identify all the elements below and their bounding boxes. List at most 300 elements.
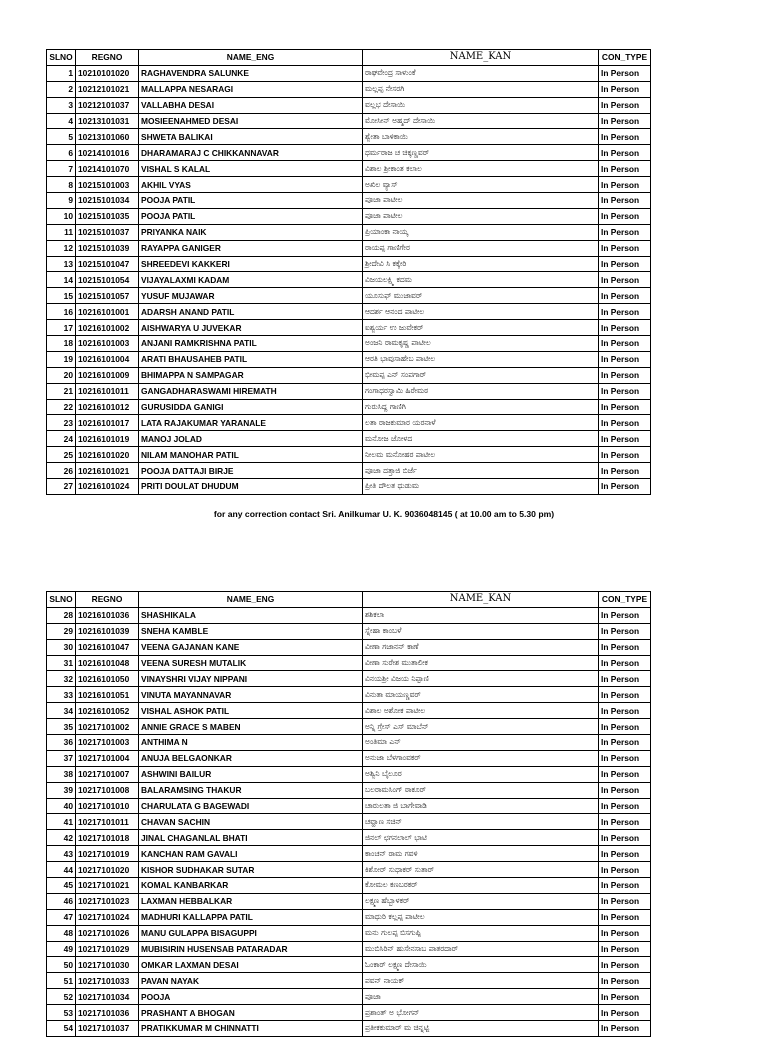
cell-regno: 10216101017 bbox=[76, 415, 139, 431]
cell-con-type: In Person bbox=[599, 113, 651, 129]
table-row bbox=[47, 367, 651, 383]
cell-name-kan: ಆದರ್ಶ ಆನಂದ ಪಾಟೀಲ bbox=[363, 304, 599, 320]
cell-name-kan: ವಲ್ಲಭ ದೇಸಾಯಿ bbox=[363, 97, 599, 113]
header-name-eng: NAME_ENG bbox=[139, 592, 363, 608]
cell-con-type: In Person bbox=[599, 383, 651, 399]
cell-name-eng: RAYAPPA GANIGER bbox=[139, 240, 363, 256]
cell-name-kan: ಪ್ರತೀಕಕುಮಾರ್ ಮ ಚಿನ್ನಟ್ಟಿ bbox=[363, 1021, 599, 1037]
cell-name-kan: ಅಂಜನಿ ರಾಮಕೃಷ್ಣ ಪಾಟೀಲ bbox=[363, 336, 599, 352]
cell-name-kan: ಮಲ್ಲಪ್ಪ ನೇಸರಗಿ bbox=[363, 81, 599, 97]
cell-slno: 30 bbox=[47, 639, 76, 655]
cell-name-kan: ಆರತಿ ಭಾವುಸಾಹೇಬ ಪಾಟೀಲ bbox=[363, 351, 599, 367]
cell-name-kan: ಶಶಿಕಲಾ bbox=[363, 607, 599, 623]
table-row bbox=[47, 383, 651, 399]
cell-name-eng: PAVAN NAYAK bbox=[139, 973, 363, 989]
cell-con-type: In Person bbox=[599, 798, 651, 814]
cell-con-type: In Person bbox=[599, 1021, 651, 1037]
table-row bbox=[47, 814, 651, 830]
cell-con-type: In Person bbox=[599, 479, 651, 495]
cell-name-eng: POOJA bbox=[139, 989, 363, 1005]
cell-regno: 10215101034 bbox=[76, 193, 139, 209]
table-row bbox=[47, 256, 651, 272]
cell-name-eng: BALARAMSING THAKUR bbox=[139, 782, 363, 798]
cell-name-eng: KANCHAN RAM GAVALI bbox=[139, 846, 363, 862]
cell-name-eng: ARATI BHAUSAHEB PATIL bbox=[139, 351, 363, 367]
table-row bbox=[47, 304, 651, 320]
cell-slno: 29 bbox=[47, 623, 76, 639]
table-row bbox=[47, 957, 651, 973]
cell-con-type: In Person bbox=[599, 415, 651, 431]
cell-name-kan: ವಿನಯಶ್ರೀ ವಿಜಯ ನಿಪ್ಪಾಣಿ bbox=[363, 671, 599, 687]
cell-regno: 10213101031 bbox=[76, 113, 139, 129]
table-row bbox=[47, 671, 651, 687]
cell-regno: 10217101007 bbox=[76, 766, 139, 782]
cell-slno: 32 bbox=[47, 671, 76, 687]
cell-con-type: In Person bbox=[599, 129, 651, 145]
cell-con-type: In Person bbox=[599, 925, 651, 941]
cell-regno: 10212101037 bbox=[76, 97, 139, 113]
cell-slno: 3 bbox=[47, 97, 76, 113]
cell-con-type: In Person bbox=[599, 65, 651, 81]
table-row bbox=[47, 607, 651, 623]
cell-con-type: In Person bbox=[599, 399, 651, 415]
cell-con-type: In Person bbox=[599, 639, 651, 655]
cell-name-eng: POOJA PATIL bbox=[139, 193, 363, 209]
cell-con-type: In Person bbox=[599, 941, 651, 957]
cell-slno: 9 bbox=[47, 193, 76, 209]
cell-slno: 11 bbox=[47, 224, 76, 240]
cell-regno: 10217101002 bbox=[76, 719, 139, 735]
cell-con-type: In Person bbox=[599, 177, 651, 193]
cell-con-type: In Person bbox=[599, 304, 651, 320]
cell-con-type: In Person bbox=[599, 447, 651, 463]
table-row bbox=[47, 447, 651, 463]
table-row bbox=[47, 65, 651, 81]
cell-slno: 54 bbox=[47, 1021, 76, 1037]
cell-slno: 10 bbox=[47, 208, 76, 224]
cell-name-eng: MANU GULAPPA BISAGUPPI bbox=[139, 925, 363, 941]
table-row bbox=[47, 272, 651, 288]
cell-con-type: In Person bbox=[599, 830, 651, 846]
cell-slno: 52 bbox=[47, 989, 76, 1005]
table-row bbox=[47, 687, 651, 703]
cell-name-eng: GURUSIDDA GANIGI bbox=[139, 399, 363, 415]
cell-slno: 24 bbox=[47, 431, 76, 447]
table-row bbox=[47, 973, 651, 989]
cell-slno: 15 bbox=[47, 288, 76, 304]
cell-slno: 8 bbox=[47, 177, 76, 193]
cell-regno: 10216101004 bbox=[76, 351, 139, 367]
cell-regno: 10217101019 bbox=[76, 846, 139, 862]
cell-regno: 10216101001 bbox=[76, 304, 139, 320]
cell-regno: 10216101052 bbox=[76, 703, 139, 719]
cell-regno: 10216101019 bbox=[76, 431, 139, 447]
cell-name-eng: ANUJA BELGAONKAR bbox=[139, 750, 363, 766]
cell-name-kan: ಪೂಜಾ ದತ್ತಾಜಿ ಬಿರ್ಜೆ bbox=[363, 463, 599, 479]
cell-name-eng: VALLABHA DESAI bbox=[139, 97, 363, 113]
cell-slno: 25 bbox=[47, 447, 76, 463]
cell-name-eng: PRASHANT A BHOGAN bbox=[139, 1005, 363, 1021]
table-row bbox=[47, 145, 651, 161]
cell-name-eng: VISHAL S KALAL bbox=[139, 161, 363, 177]
cell-regno: 10216101020 bbox=[76, 447, 139, 463]
cell-regno: 10217101023 bbox=[76, 893, 139, 909]
cell-name-eng: ANNIE GRACE S MABEN bbox=[139, 719, 363, 735]
cell-con-type: In Person bbox=[599, 367, 651, 383]
cell-name-kan: ಲಕ್ಷ್ಮಣ ಹೆಬ್ಬಾಳಕರ್ bbox=[363, 893, 599, 909]
cell-con-type: In Person bbox=[599, 814, 651, 830]
cell-con-type: In Person bbox=[599, 431, 651, 447]
cell-regno: 10216101002 bbox=[76, 320, 139, 336]
cell-con-type: In Person bbox=[599, 703, 651, 719]
cell-slno: 4 bbox=[47, 113, 76, 129]
cell-slno: 14 bbox=[47, 272, 76, 288]
cell-name-eng: LAXMAN HEBBALKAR bbox=[139, 893, 363, 909]
cell-name-eng: VEENA SURESH MUTALIK bbox=[139, 655, 363, 671]
cell-name-kan: ನೀಲಮ ಮನೋಹರ ಪಾಟೀಲ bbox=[363, 447, 599, 463]
cell-slno: 47 bbox=[47, 909, 76, 925]
table-row bbox=[47, 81, 651, 97]
cell-name-kan: ಸ್ನೇಹಾ ಕಾಂಬಳೆ bbox=[363, 623, 599, 639]
cell-name-eng: PRATIKKUMAR M CHINNATTI bbox=[139, 1021, 363, 1037]
cell-slno: 13 bbox=[47, 256, 76, 272]
cell-name-eng: MUBISIRIN HUSENSAB PATARADAR bbox=[139, 941, 363, 957]
header-slno: SLNO bbox=[47, 592, 76, 608]
cell-con-type: In Person bbox=[599, 1005, 651, 1021]
correction-contact-note: for any correction contact Sri. Anilkumar U. K. 9036048145 ( at 10.00 am to 5.30 pm) bbox=[213, 509, 555, 519]
cell-regno: 10216101036 bbox=[76, 607, 139, 623]
cell-name-eng: SHASHIKALA bbox=[139, 607, 363, 623]
cell-slno: 26 bbox=[47, 463, 76, 479]
cell-regno: 10215101057 bbox=[76, 288, 139, 304]
header-slno: SLNO bbox=[47, 50, 76, 66]
cell-name-kan: ಮನೋಜ ಜೋಳದ bbox=[363, 431, 599, 447]
table-row bbox=[47, 782, 651, 798]
cell-con-type: In Person bbox=[599, 973, 651, 989]
cell-con-type: In Person bbox=[599, 351, 651, 367]
cell-con-type: In Person bbox=[599, 750, 651, 766]
cell-name-eng: ANJANI RAMKRISHNA PATIL bbox=[139, 336, 363, 352]
cell-regno: 10216101011 bbox=[76, 383, 139, 399]
cell-name-kan: ಬಲರಾಮಸಿಂಗ್ ಠಾಕೂರ್ bbox=[363, 782, 599, 798]
cell-name-eng: KOMAL KANBARKAR bbox=[139, 878, 363, 894]
cell-slno: 38 bbox=[47, 766, 76, 782]
cell-regno: 10217101003 bbox=[76, 735, 139, 751]
cell-regno: 10210101020 bbox=[76, 65, 139, 81]
cell-name-kan: ಭೀಮಪ್ಪ ಎನ್ ಸಂಪಗಾರ್ bbox=[363, 367, 599, 383]
cell-regno: 10216101009 bbox=[76, 367, 139, 383]
cell-slno: 31 bbox=[47, 655, 76, 671]
cell-regno: 10217101018 bbox=[76, 830, 139, 846]
cell-regno: 10217101026 bbox=[76, 925, 139, 941]
cell-con-type: In Person bbox=[599, 782, 651, 798]
cell-regno: 10217101033 bbox=[76, 973, 139, 989]
cell-slno: 22 bbox=[47, 399, 76, 415]
table-row bbox=[47, 177, 651, 193]
cell-slno: 19 bbox=[47, 351, 76, 367]
table-row bbox=[47, 208, 651, 224]
cell-regno: 10213101060 bbox=[76, 129, 139, 145]
cell-regno: 10217101029 bbox=[76, 941, 139, 957]
cell-con-type: In Person bbox=[599, 623, 651, 639]
cell-regno: 10216101050 bbox=[76, 671, 139, 687]
cell-con-type: In Person bbox=[599, 463, 651, 479]
table-row bbox=[47, 399, 651, 415]
cell-name-kan: ಅಖಿಲ ವ್ಯಾಸ್ bbox=[363, 177, 599, 193]
cell-name-eng: DHARAMARAJ C CHIKKANNAVAR bbox=[139, 145, 363, 161]
cell-name-kan: ಓಂಕಾರ್ ಲಕ್ಷ್ಮಣ ದೇಸಾಯಿ bbox=[363, 957, 599, 973]
cell-con-type: In Person bbox=[599, 687, 651, 703]
table-row bbox=[47, 129, 651, 145]
header-regno: REGNO bbox=[76, 50, 139, 66]
cell-slno: 46 bbox=[47, 893, 76, 909]
cell-regno: 10216101021 bbox=[76, 463, 139, 479]
cell-slno: 27 bbox=[47, 479, 76, 495]
cell-name-kan: ಅಶ್ವಿನಿ ಬೈಲೂರ bbox=[363, 766, 599, 782]
cell-slno: 16 bbox=[47, 304, 76, 320]
cell-name-eng: VINAYSHRI VIJAY NIPPANI bbox=[139, 671, 363, 687]
cell-regno: 10214101016 bbox=[76, 145, 139, 161]
table-row bbox=[47, 224, 651, 240]
cell-con-type: In Person bbox=[599, 671, 651, 687]
cell-con-type: In Person bbox=[599, 607, 651, 623]
table-row bbox=[47, 766, 651, 782]
cell-name-kan: ಅನುಜಾ ಬೆಳಗಾಂವಕರ್ bbox=[363, 750, 599, 766]
cell-name-kan: ಗಂಗಾಧರಸ್ವಾಮಿ ಹಿರೇಮಠ bbox=[363, 383, 599, 399]
cell-regno: 10217101021 bbox=[76, 878, 139, 894]
cell-con-type: In Person bbox=[599, 655, 651, 671]
cell-name-eng: AISHWARYA U JUVEKAR bbox=[139, 320, 363, 336]
cell-name-kan: ವಿಜಯಲಕ್ಷ್ಮಿ ಕದಮ bbox=[363, 272, 599, 288]
cell-regno: 10215101047 bbox=[76, 256, 139, 272]
cell-regno: 10217101020 bbox=[76, 862, 139, 878]
cell-con-type: In Person bbox=[599, 957, 651, 973]
cell-con-type: In Person bbox=[599, 989, 651, 1005]
cell-name-kan: ಜಿನಲ್ ಛಗನಲಾಲ್ ಭಾಟಿ bbox=[363, 830, 599, 846]
table-row bbox=[47, 97, 651, 113]
cell-name-eng: RAGHAVENDRA SALUNKE bbox=[139, 65, 363, 81]
cell-regno: 10215101039 bbox=[76, 240, 139, 256]
cell-name-kan: ಪೂಜಾ ಪಾಟೀಲ bbox=[363, 193, 599, 209]
cell-slno: 20 bbox=[47, 367, 76, 383]
table-row bbox=[47, 1005, 651, 1021]
cell-name-eng: LATA RAJAKUMAR YARANALE bbox=[139, 415, 363, 431]
cell-name-eng: CHAVAN SACHIN bbox=[139, 814, 363, 830]
cell-name-kan: ಕಿಶೋರ್ ಸುಧಾಕರ್ ಸುತಾರ್ bbox=[363, 862, 599, 878]
cell-regno: 10216101012 bbox=[76, 399, 139, 415]
cell-regno: 10217101008 bbox=[76, 782, 139, 798]
cell-name-kan: ಮನು ಗುಲಪ್ಪ ಬಿಸಗುಪ್ಪಿ bbox=[363, 925, 599, 941]
cell-regno: 10215101003 bbox=[76, 177, 139, 193]
cell-name-eng: OMKAR LAXMAN DESAI bbox=[139, 957, 363, 973]
cell-con-type: In Person bbox=[599, 862, 651, 878]
cell-name-eng: POOJA DATTAJI BIRJE bbox=[139, 463, 363, 479]
cell-name-eng: SNEHA KAMBLE bbox=[139, 623, 363, 639]
cell-slno: 2 bbox=[47, 81, 76, 97]
cell-con-type: In Person bbox=[599, 735, 651, 751]
cell-con-type: In Person bbox=[599, 81, 651, 97]
table-row bbox=[47, 351, 651, 367]
table-row bbox=[47, 1021, 651, 1037]
cell-name-kan: ಪ್ರೀತಿ ದೌಲತ ಧುಡುಮ bbox=[363, 479, 599, 495]
table-row bbox=[47, 703, 651, 719]
cell-slno: 6 bbox=[47, 145, 76, 161]
cell-name-kan: ಲತಾ ರಾಜಕುಮಾರ ಯರನಾಳೆ bbox=[363, 415, 599, 431]
table-row bbox=[47, 941, 651, 957]
cell-regno: 10217101030 bbox=[76, 957, 139, 973]
table-row bbox=[47, 320, 651, 336]
cell-name-eng: PRIYANKA NAIK bbox=[139, 224, 363, 240]
table-row bbox=[47, 989, 651, 1005]
header-con-type: CON_TYPE bbox=[599, 592, 651, 608]
cell-slno: 12 bbox=[47, 240, 76, 256]
table-header-row bbox=[47, 50, 651, 66]
cell-con-type: In Person bbox=[599, 240, 651, 256]
cell-regno: 10217101034 bbox=[76, 989, 139, 1005]
cell-slno: 33 bbox=[47, 687, 76, 703]
cell-name-eng: YUSUF MUJAWAR bbox=[139, 288, 363, 304]
cell-con-type: In Person bbox=[599, 97, 651, 113]
header-name-kan: NAME_KAN bbox=[363, 592, 599, 608]
cell-con-type: In Person bbox=[599, 846, 651, 862]
cell-name-kan: ವೀಣಾ ಗಜಾನನ್ ಕಾಣೆ bbox=[363, 639, 599, 655]
table-row bbox=[47, 719, 651, 735]
cell-name-kan: ವಿನುತಾ ಮಾಯಣ್ಣವರ್ bbox=[363, 687, 599, 703]
table-header-row bbox=[47, 592, 651, 608]
cell-con-type: In Person bbox=[599, 288, 651, 304]
cell-slno: 21 bbox=[47, 383, 76, 399]
cell-slno: 17 bbox=[47, 320, 76, 336]
cell-name-kan: ಧರ್ಮರಾಜ ಚ ಚಿಕ್ಕಣ್ಣವರ್ bbox=[363, 145, 599, 161]
cell-regno: 10216101003 bbox=[76, 336, 139, 352]
table-row bbox=[47, 735, 651, 751]
table-row bbox=[47, 431, 651, 447]
table-row bbox=[47, 240, 651, 256]
cell-slno: 18 bbox=[47, 336, 76, 352]
cell-name-eng: BHIMAPPA N SAMPAGAR bbox=[139, 367, 363, 383]
cell-con-type: In Person bbox=[599, 766, 651, 782]
table-row bbox=[47, 798, 651, 814]
cell-name-kan: ಪ್ರಶಾಂತ್ ಅ ಭೋಗನ್ bbox=[363, 1005, 599, 1021]
cell-name-eng: VIJAYALAXMI KADAM bbox=[139, 272, 363, 288]
cell-slno: 53 bbox=[47, 1005, 76, 1021]
cell-slno: 35 bbox=[47, 719, 76, 735]
cell-name-eng: PRITI DOULAT DHUDUM bbox=[139, 479, 363, 495]
cell-slno: 49 bbox=[47, 941, 76, 957]
cell-slno: 23 bbox=[47, 415, 76, 431]
cell-regno: 10215101035 bbox=[76, 208, 139, 224]
cell-name-eng: ASHWINI BAILUR bbox=[139, 766, 363, 782]
table-row bbox=[47, 909, 651, 925]
cell-regno: 10216101039 bbox=[76, 623, 139, 639]
cell-regno: 10216101051 bbox=[76, 687, 139, 703]
cell-name-eng: MANOJ JOLAD bbox=[139, 431, 363, 447]
table-row bbox=[47, 193, 651, 209]
cell-slno: 41 bbox=[47, 814, 76, 830]
table-row bbox=[47, 288, 651, 304]
cell-name-kan: ವಿಶಾಲ ಅಶೋಕ ಪಾಟೀಲ bbox=[363, 703, 599, 719]
cell-con-type: In Person bbox=[599, 256, 651, 272]
cell-name-kan: ಚಾರುಲತಾ ಜಿ ಬಾಗೇವಾಡಿ bbox=[363, 798, 599, 814]
cell-name-kan: ಮಾಧುರಿ ಕಲ್ಲಪ್ಪ ಪಾಟೀಲ bbox=[363, 909, 599, 925]
cell-name-eng: JINAL CHAGANLAL BHATI bbox=[139, 830, 363, 846]
cell-slno: 48 bbox=[47, 925, 76, 941]
cell-name-kan: ವಿಶಾಲ ಶ್ರೀಕಾಂತ ಕಲಾಲ bbox=[363, 161, 599, 177]
cell-name-kan: ಅಂತಿಮಾ ಎನ್ bbox=[363, 735, 599, 751]
cell-name-kan: ಶ್ವೇತಾ ಬಾಳಿಕಾಯಿ bbox=[363, 129, 599, 145]
cell-name-eng: MOSIEENAHMED DESAI bbox=[139, 113, 363, 129]
cell-name-kan: ಯೂಸುಫ್ ಮುಜಾವರ್ bbox=[363, 288, 599, 304]
table-row bbox=[47, 639, 651, 655]
cell-regno: 10216101024 bbox=[76, 479, 139, 495]
cell-slno: 43 bbox=[47, 846, 76, 862]
cell-name-eng: KISHOR SUDHAKAR SUTAR bbox=[139, 862, 363, 878]
cell-regno: 10216101048 bbox=[76, 655, 139, 671]
cell-regno: 10217101037 bbox=[76, 1021, 139, 1037]
cell-name-eng: NILAM MANOHAR PATIL bbox=[139, 447, 363, 463]
cell-con-type: In Person bbox=[599, 320, 651, 336]
cell-regno: 10215101037 bbox=[76, 224, 139, 240]
header-name-eng: NAME_ENG bbox=[139, 50, 363, 66]
cell-con-type: In Person bbox=[599, 161, 651, 177]
cell-regno: 10215101054 bbox=[76, 272, 139, 288]
header-regno: REGNO bbox=[76, 592, 139, 608]
cell-name-kan: ಐಶ್ವರ್ಯ ಉ ಜುವೇಕರ್ bbox=[363, 320, 599, 336]
cell-name-kan: ವೀಣಾ ಸುರೇಶ ಮುತಾಲೀಕ bbox=[363, 655, 599, 671]
cell-name-kan: ಗುರುಸಿದ್ದ ಗಾಣಿಗಿ bbox=[363, 399, 599, 415]
table-row bbox=[47, 161, 651, 177]
cell-name-eng: ADARSH ANAND PATIL bbox=[139, 304, 363, 320]
cell-regno: 10217101010 bbox=[76, 798, 139, 814]
cell-name-eng: CHARULATA G BAGEWADI bbox=[139, 798, 363, 814]
table-row bbox=[47, 113, 651, 129]
cell-name-kan: ಪೂಜಾ ಪಾಟೀಲ bbox=[363, 208, 599, 224]
cell-regno: 10217101004 bbox=[76, 750, 139, 766]
cell-name-eng: SHWETA BALIKAI bbox=[139, 129, 363, 145]
cell-name-kan: ಅನ್ನಿ ಗ್ರೇಸ್ ಎಸ್ ಮಾಬೆನ್ bbox=[363, 719, 599, 735]
table-row bbox=[47, 893, 651, 909]
table-row bbox=[47, 830, 651, 846]
cell-name-eng: MADHURI KALLAPPA PATIL bbox=[139, 909, 363, 925]
cell-name-kan: ಚವ್ಹಾಣ ಸಚಿನ್ bbox=[363, 814, 599, 830]
cell-slno: 40 bbox=[47, 798, 76, 814]
cell-slno: 37 bbox=[47, 750, 76, 766]
cell-name-kan: ಶ್ರೀದೇವಿ ಸಿ ಕಕ್ಕೇರಿ bbox=[363, 256, 599, 272]
cell-con-type: In Person bbox=[599, 208, 651, 224]
cell-regno: 10217101036 bbox=[76, 1005, 139, 1021]
cell-slno: 45 bbox=[47, 878, 76, 894]
cell-slno: 34 bbox=[47, 703, 76, 719]
cell-regno: 10214101070 bbox=[76, 161, 139, 177]
cell-con-type: In Person bbox=[599, 336, 651, 352]
cell-slno: 50 bbox=[47, 957, 76, 973]
cell-con-type: In Person bbox=[599, 224, 651, 240]
header-con-type: CON_TYPE bbox=[599, 50, 651, 66]
table-row bbox=[47, 336, 651, 352]
table-row bbox=[47, 878, 651, 894]
cell-con-type: In Person bbox=[599, 272, 651, 288]
cell-name-kan: ಪವನ್ ನಾಯಕ್ bbox=[363, 973, 599, 989]
registration-table-1 bbox=[46, 49, 650, 495]
cell-regno: 10216101047 bbox=[76, 639, 139, 655]
cell-con-type: In Person bbox=[599, 193, 651, 209]
table-row bbox=[47, 463, 651, 479]
cell-name-eng: SHREEDEVI KAKKERI bbox=[139, 256, 363, 272]
cell-regno: 10217101011 bbox=[76, 814, 139, 830]
cell-slno: 5 bbox=[47, 129, 76, 145]
cell-name-eng: GANGADHARASWAMI HIREMATH bbox=[139, 383, 363, 399]
cell-slno: 39 bbox=[47, 782, 76, 798]
